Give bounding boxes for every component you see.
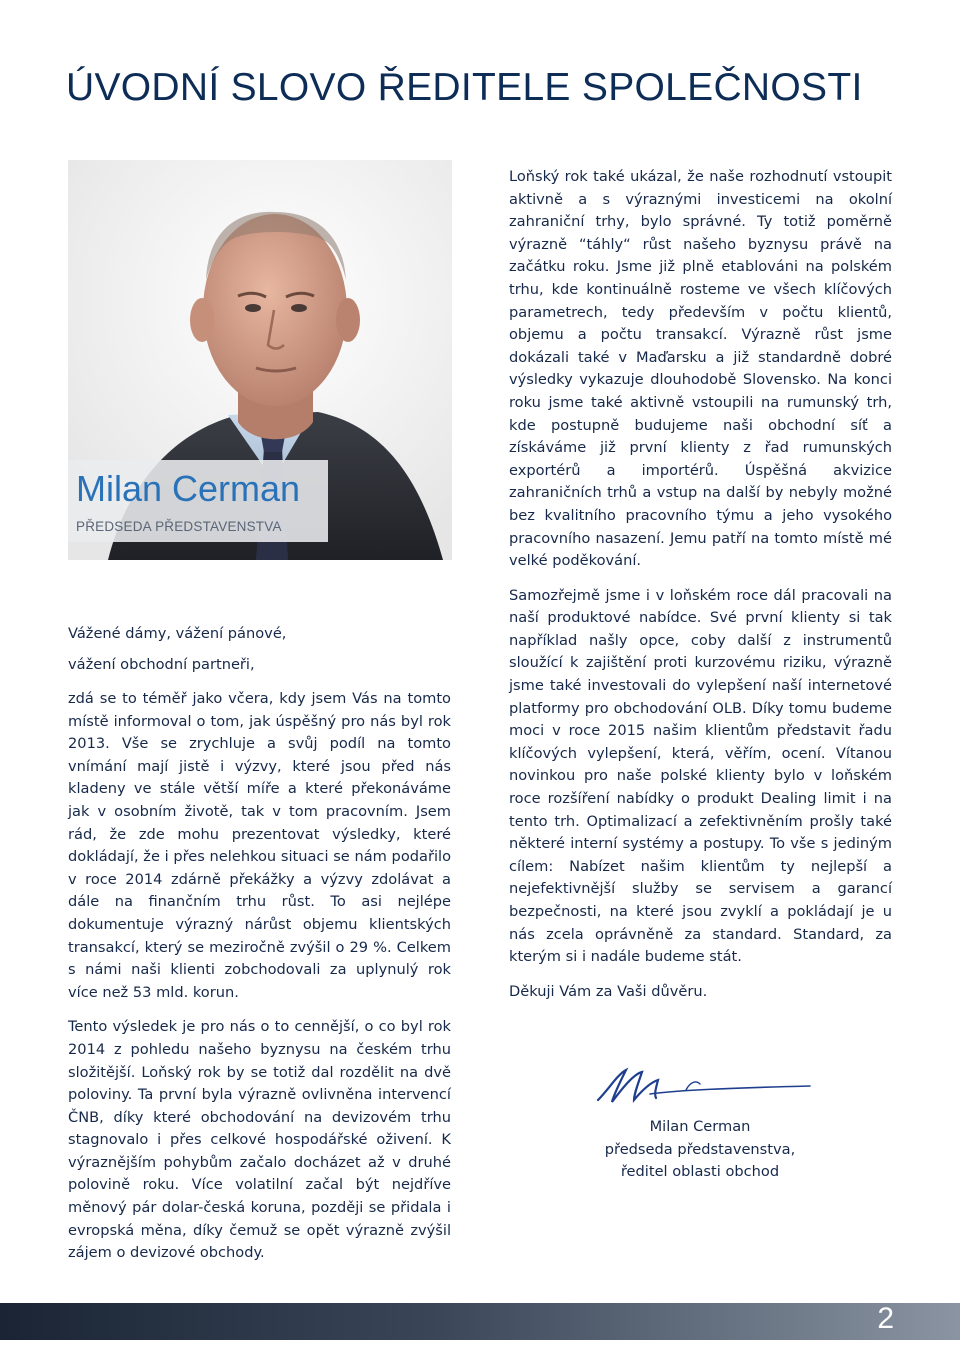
- paragraph: Samozřejmě jsme i v loňském roce dál pracovali na naší produktové nabídce. Své první klienty si tak například našly opce, coby další z instrumentů sloužící k zajištění proti kurzovému riziku, výrazně jsme také investovali do vylepšení naší internetové platformy pro obchodování OLB. Díky tomu budeme moci v roce 2015 našim klientům představit řadu klíčových vylepšení, která, věřím, ocení. Vítanou novinkou pro naše polské klienty bylo v loňském roce rozšíření nabídky o produkt Dealing limit i na tento trh. Optimalizací a zefektivněním prošly také některé interní systémy a postupy. To vše s jediným cílem: Nabízet našim klientům ty nejlepší a nejefektivnější služby se servisem a garancí bezpečnosti, na které jsou zvyklí a pokládají je u nás zcela oprávněně za standard. Standard, za kterým si i nadále budeme stát.: [509, 586, 892, 966]
- greeting-line-1: Vážené dámy, vážení pánové,: [68, 625, 287, 642]
- portrait-name: Milan Cerman: [76, 468, 301, 509]
- signoff-title-1: předseda představenstva,: [604, 1140, 796, 1158]
- signature-image: [590, 1060, 815, 1110]
- signoff-name: Milan Cerman: [649, 1118, 751, 1135]
- paragraph: Loňský rok také ukázal, že naše rozhodnutí vstoupit aktivně a s výraznými investicemi na okolní zahraniční trhy, bylo správné. Ty totiž poměrně výrazně “táhly“ růst našeho byznysu právě na začátku roku. Jsme již plně etablováni na polském trhu, kde kontinuálně rosteme ve všech klíčových parametrech, tedy především v počtu klientů, objemu a počtu transakcí. Výrazně růst jsme dokázali také v Maďarsku a již standardně dobré výsledky vykazuje dlouhodobě Slovensko. Na konci roku jsme také aktivně vstoupili na rumunský trh, kde postupně budujeme naši obchodní síť a získáváme již první klienty z řad rumunských exportérů a importérů. Úspěšná akvizice zahraničních trhů a vstup na další by nebyly možné bez kvalitního pracovního týmu a jeho vysokého pracovního nasazení. Jemu patří na tomto místě mé velké poděkování.: [509, 168, 892, 570]
- letter-left-column: [68, 618, 451, 1265]
- footer-band: [0, 1303, 960, 1340]
- paragraph: zdá se to téměř jako včera, kdy jsem Vás na tomto místě informoval o tom, jak úspěšný pro nás byl rok 2013. Vše se zrychluje a svůj podíl na tomto vnímání mají jistě i výzvy, které jsou před nás kladeny ve stále větší míře a které překonáváme jak v osobním životě, tak v tom pracovním. Jsem rád, že zde mohu prezentovat výsledky, které dokládají, že i přes nelehkou situaci se nám podařilo v roce 2014 zdárně překážky a výzvy zdolávat a dále na finančním trhu růst. To asi nejlépe dokumentuje výrazný nárůst objemu klientských transakcí, který se meziročně zvýšil o 29 %. Celkem s námi naši klienti zobchodovali za uplynulý rok více než 53 mld. korun.: [68, 690, 451, 1001]
- page-number: 2: [877, 1302, 894, 1335]
- letter-right-column: [509, 166, 892, 1003]
- page-title: ÚVODNÍ SLOVO ŘEDITELE SPOLEČNOSTI: [66, 66, 863, 109]
- greeting-line-2: vážení obchodní partneři,: [68, 656, 255, 673]
- name-card: [68, 460, 328, 542]
- paragraph: Tento výsledek je pro nás o to cennější, o co byl rok 2014 z pohledu našeho byznysu na českém trhu složitější. Loňský rok by se totiž dal rozdělit na dvě poloviny. Ta první byla výrazně ovlivněna intervencí ČNB, díky které obchodování na devizovém trhu stagnovalo i přes celkové hospodářské oživení. K výraznějším pohybům začalo docházet až v druhé polovině roku. Více volatilní začal být nejdříve měnový pár dolar-česká koruna, později se přidala i evropská měna, díky čemuž se opět výrazně zvýšil zájem o devizové obchody.: [68, 1018, 451, 1262]
- signoff-block: [570, 1116, 830, 1184]
- footer-strip: [0, 1340, 960, 1358]
- closing-line: Děkuji Vám za Vaši důvěru.: [509, 982, 708, 1000]
- signoff-title-2: ředitel oblasti obchod: [620, 1163, 780, 1180]
- portrait-role: PŘEDSEDA PŘEDSTAVENSTVA: [76, 519, 282, 534]
